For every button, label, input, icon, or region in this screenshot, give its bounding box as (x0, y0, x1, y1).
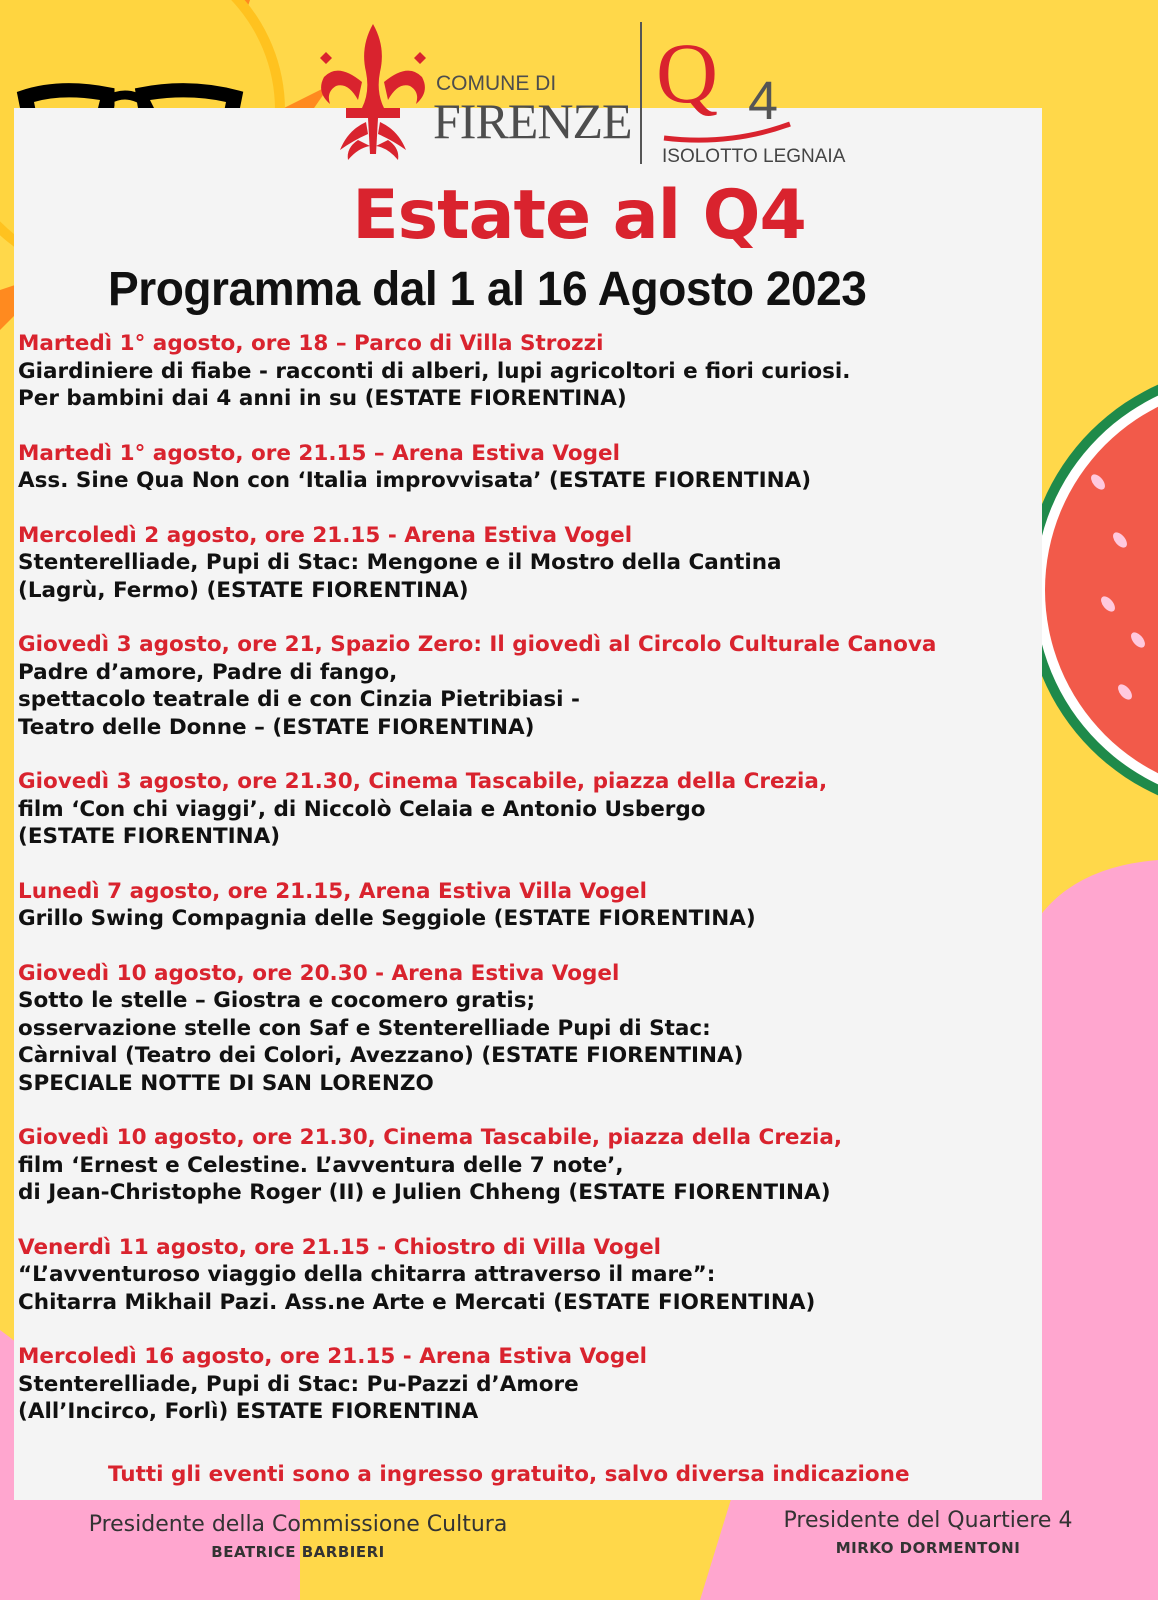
event-description: Per bambini dai 4 anni in su (ESTATE FIORENTINA) (18, 386, 627, 411)
event-description: spettacolo teatrale di e con Cinzia Pietribiasi - (18, 687, 580, 712)
event-description: film ‘Ernest e Celestine. L’avventura delle 7 note’, (18, 1152, 624, 1178)
signature-right-role: Presidente del Quartiere 4 (783, 1508, 1073, 1533)
event-description: SPECIALE NOTTE DI SAN LORENZO (18, 1070, 434, 1096)
q4-logo-number: 4 (748, 71, 779, 131)
event-heading: Venerdì 11 agosto, ore 21.15 - Chiostro di Villa Vogel (18, 1234, 662, 1260)
signature-right-name: MIRKO DORMENTONI (835, 1539, 1021, 1557)
event-item (18, 631, 1058, 741)
event-description: Sotto le stelle – Giostra e cocomero gratis; (18, 988, 536, 1013)
event-description: osservazione stelle con Saf e Stenterelliade Pupi di Stac: (18, 1015, 711, 1041)
comune-di-firenze-logo (318, 22, 632, 172)
event-heading: Lunedì 7 agosto, ore 21.15, Arena Estiva Villa Vogel (18, 878, 648, 904)
event-item (18, 522, 1058, 605)
q4-subtitle: ISOLOTTO LEGNAIA (662, 146, 846, 167)
event-item (18, 960, 1058, 1098)
event-heading: Giovedì 10 agosto, ore 21.30, Cinema Tascabile, piazza della Crezia, (18, 1125, 843, 1150)
event-description: Stenterelliade, Pupi di Stac: Mengone e il Mostro della Cantina (18, 550, 782, 575)
logo-divider (640, 22, 642, 164)
event-description: Càrnival (Teatro dei Colori, Avezzano) (ESTATE FIORENTINA) (18, 1043, 744, 1068)
event-description: film ‘Con chi viaggi’, di Niccolò Celaia e Antonio Usbergo (18, 796, 706, 822)
event-description: (ESTATE FIORENTINA) (18, 824, 281, 849)
event-heading: Giovedì 3 agosto, ore 21, Spazio Zero: Il giovedì al Circolo Culturale Canova (18, 632, 937, 657)
event-description: Grillo Swing Compagnia delle Seggiole (ESTATE FIORENTINA) (18, 906, 756, 931)
event-description: “L’avventuroso viaggio della chitarra attraverso il mare”: (18, 1262, 716, 1287)
event-item (18, 1124, 1058, 1207)
free-entry-note: Tutti gli eventi sono a ingresso gratuito, salvo diversa indicazione (108, 1462, 910, 1487)
event-description: Ass. Sine Qua Non con ‘Italia improvvisata’ (ESTATE FIORENTINA) (18, 468, 812, 493)
event-heading: Giovedì 3 agosto, ore 21.30, Cinema Tascabile, piazza della Crezia, (18, 769, 828, 794)
event-description: Padre d’amore, Padre di fango, (18, 659, 398, 685)
page-title: Estate al Q4 (352, 176, 806, 255)
signature-left-name: BEATRICE BARBIERI (211, 1543, 385, 1561)
signature-left (88, 1512, 508, 1561)
event-heading: Martedì 1° agosto, ore 18 – Parco di Villa Strozzi (18, 331, 604, 356)
signature-left-role: Presidente della Commissione Cultura (88, 1512, 508, 1537)
page-subtitle: Programma dal 1 al 16 Agosto 2023 (108, 263, 867, 316)
q4-swoosh-icon (660, 116, 810, 146)
event-heading: Martedì 1° agosto, ore 21.15 – Arena Estiva Vogel (18, 440, 620, 466)
event-item (18, 768, 1058, 851)
event-item (18, 1343, 1058, 1426)
event-item (18, 1234, 1058, 1317)
header (0, 0, 1158, 320)
event-heading: Mercoledì 2 agosto, ore 21.15 - Arena Estiva Vogel (18, 522, 633, 548)
event-description: (All’Incirco, Forlì) ESTATE FIORENTINA (18, 1399, 479, 1424)
event-description: Chitarra Mikhail Pazi. Ass.ne Arte e Mercati (ESTATE FIORENTINA) (18, 1289, 816, 1315)
logo-comune-text: COMUNE DI (436, 72, 557, 95)
q4-logo-letter: Q (656, 25, 719, 121)
events-list (18, 330, 1058, 1453)
event-heading: Mercoledì 16 agosto, ore 21.15 - Arena Estiva Vogel (18, 1344, 648, 1369)
event-description: Giardiniere di fiabe - racconti di alberi, lupi agricoltori e fiori curiosi. (18, 358, 851, 384)
event-item (18, 440, 1058, 495)
event-description: (Lagrù, Fermo) (ESTATE FIORENTINA) (18, 577, 469, 603)
event-item (18, 878, 1058, 933)
event-item (18, 330, 1058, 413)
event-heading: Giovedì 10 agosto, ore 20.30 - Arena Estiva Vogel (18, 960, 620, 986)
signature-right (778, 1508, 1078, 1557)
event-description: di Jean-Christophe Roger (II) e Julien Chheng (ESTATE FIORENTINA) (18, 1180, 831, 1205)
logo-firenze-text: FIRENZE (433, 93, 632, 149)
fleur-de-lis-icon (318, 22, 428, 162)
event-description: Teatro delle Donne – (ESTATE FIORENTINA) (18, 714, 535, 740)
event-description: Stenterelliade, Pupi di Stac: Pu-Pazzi d’Amore (18, 1371, 579, 1397)
